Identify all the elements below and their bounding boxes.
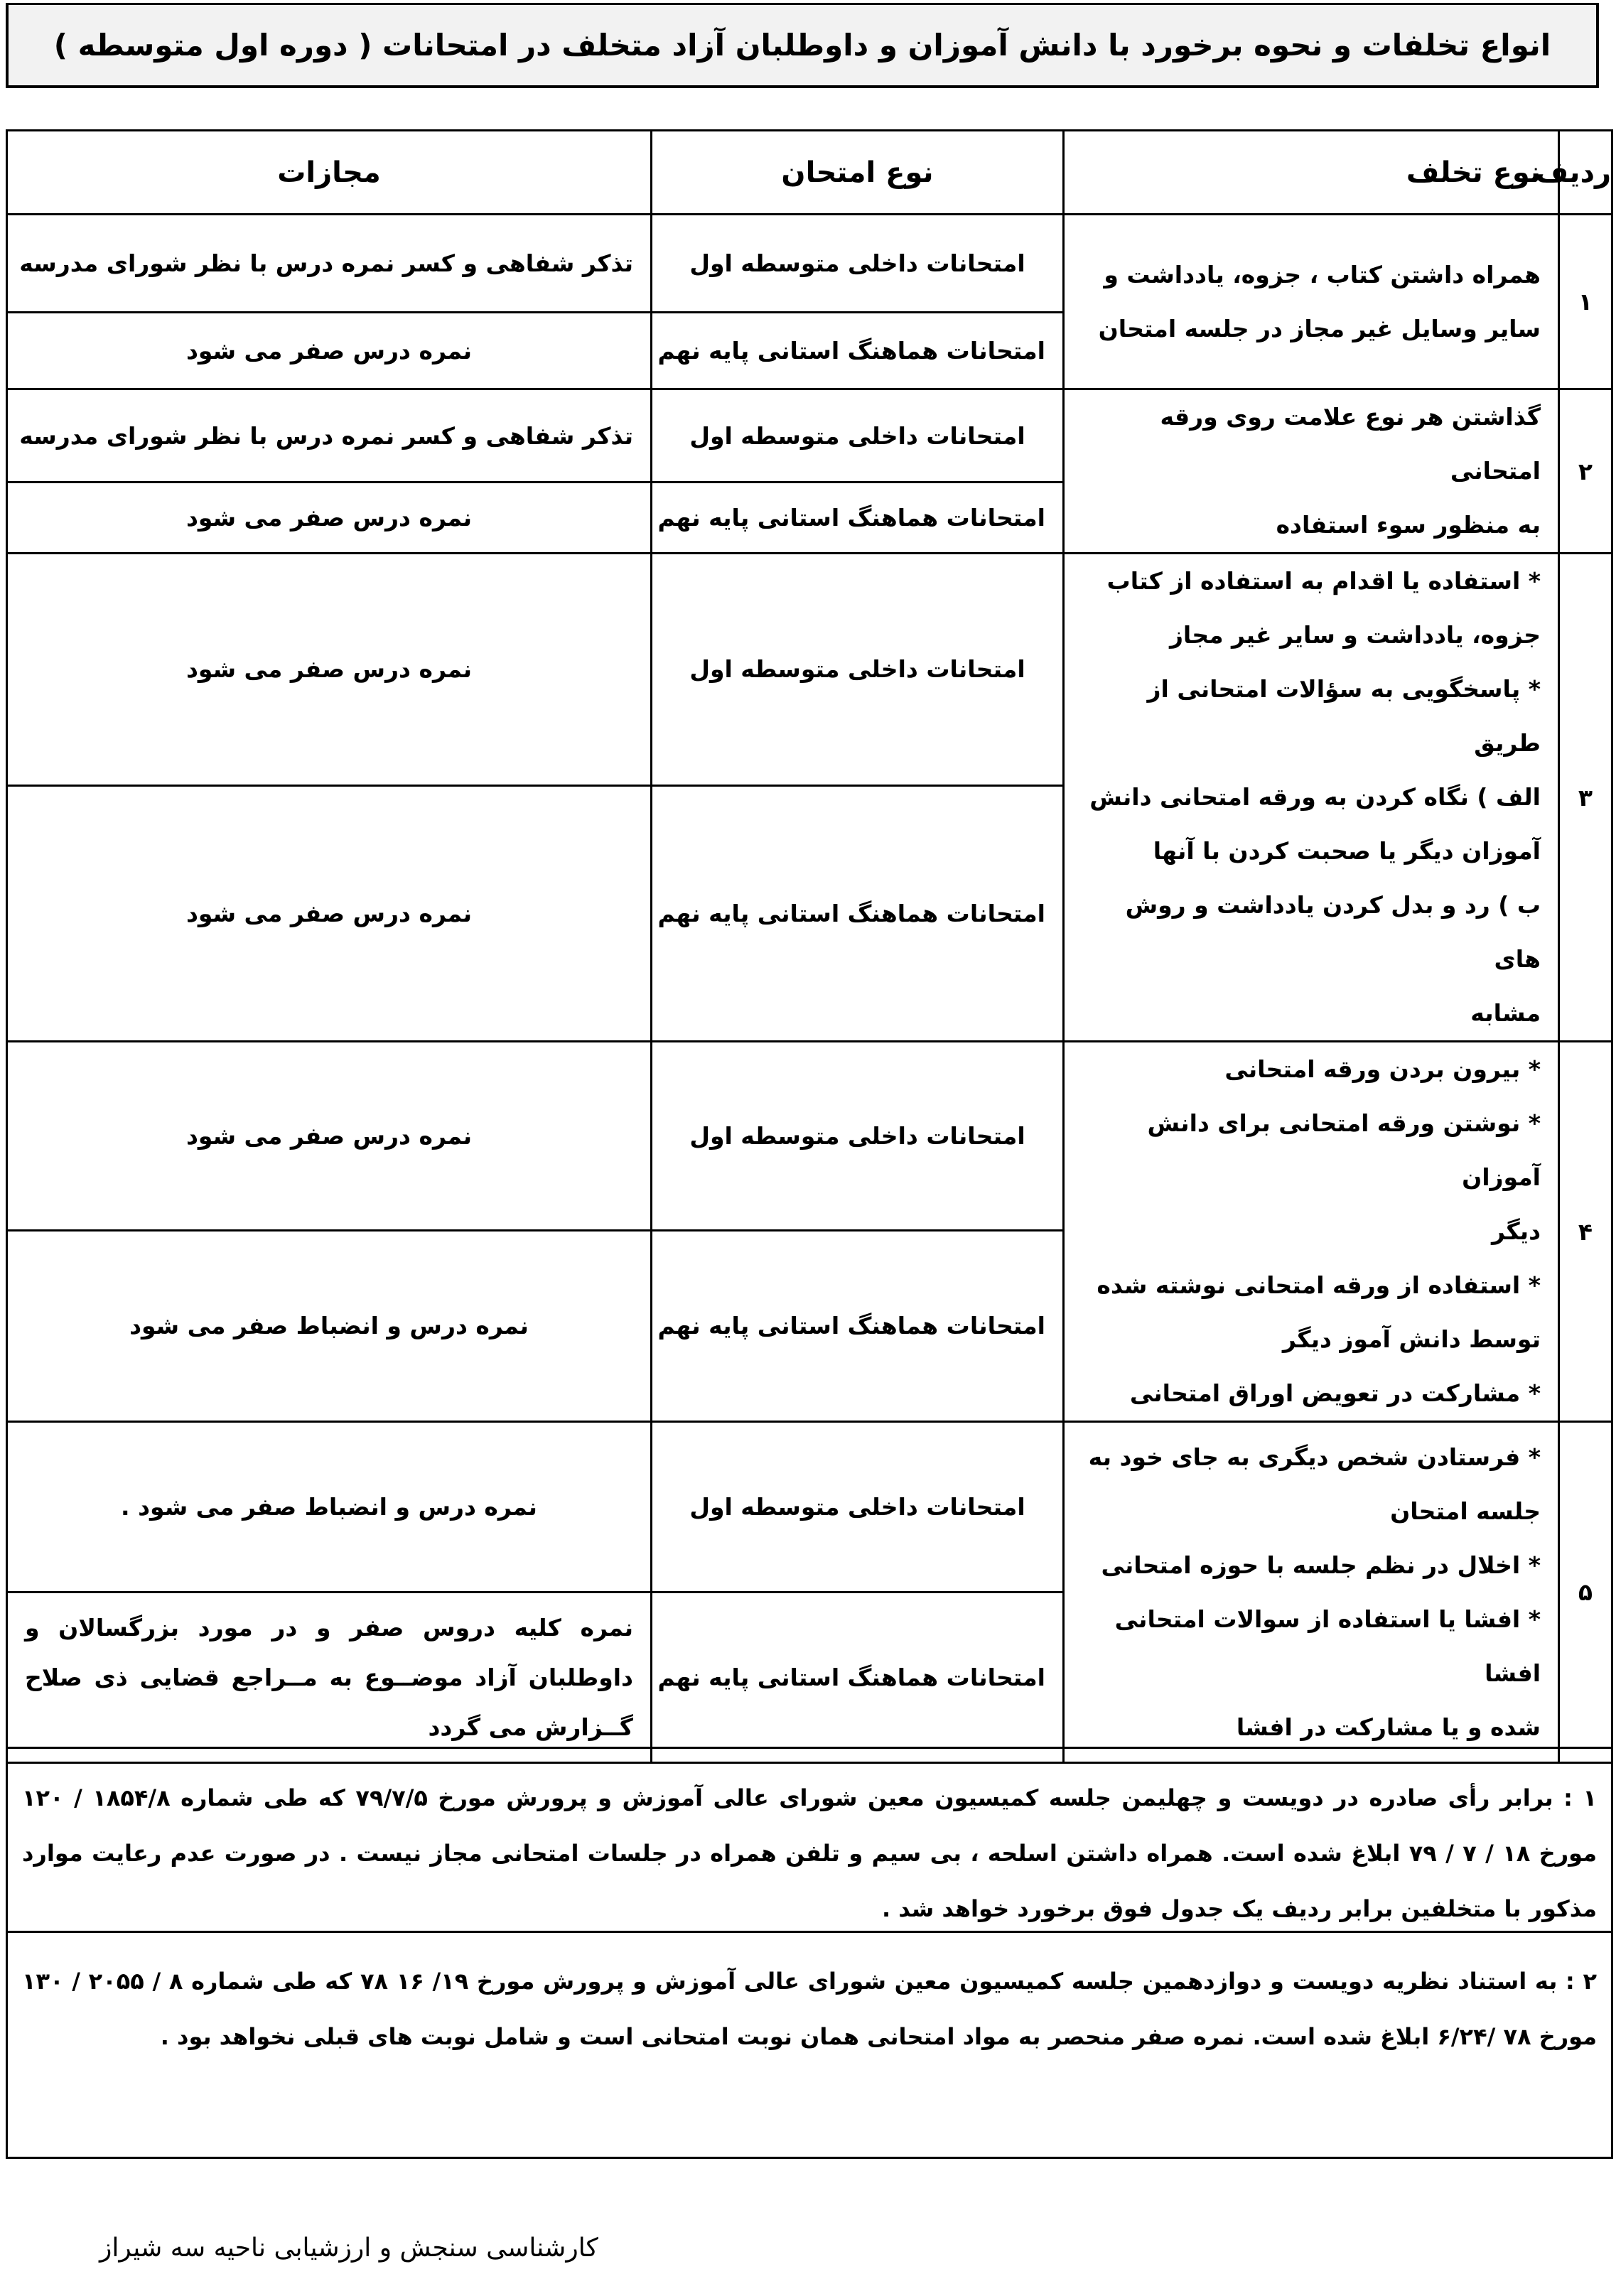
header-penalty: مجازات [7, 131, 652, 215]
page-title: انواع تخلفات و نحوه برخورد با دانش آموزان و داوطلبان آزاد متخلف در امتحانات ( دوره اول متوسطه ) [53, 28, 1551, 63]
violation-line: جزوه، یادداشت و سایر غیر مجاز [1169, 621, 1541, 649]
violation-line: آموزان دیگر یا صحبت کردن با آنها [1153, 837, 1541, 865]
violations-table [6, 129, 1613, 1764]
header-row-number: ردیف [1559, 131, 1612, 215]
violation-line: * فرستادن شخص دیگری به جای خود به [1088, 1443, 1541, 1471]
header-violation: نوع تخلف [1064, 131, 1559, 215]
violation-line: همراه داشتن کتاب ، جزوه، یادداشت و [1104, 260, 1541, 289]
row-number: ۲ [1559, 389, 1612, 554]
violation-line: ب ) رد و بدل کردن یادداشت و روش های [1125, 891, 1541, 973]
violation-line: گذاشتن هر نوع علامت روی ورقه امتحانی [1160, 403, 1541, 485]
violation-line: سایر وسایل غیر مجاز در جلسه امتحان [1098, 314, 1541, 343]
row-number: ۳ [1559, 554, 1612, 1042]
violation-line: * بیرون بردن ورقه امتحانی [1224, 1055, 1541, 1083]
penalty-cell: نمره درس صفر می شود [7, 483, 652, 554]
table-row [7, 1042, 1612, 1231]
violation-cell [1064, 389, 1559, 554]
violation-line: توسط دانش آموز دیگر [1282, 1325, 1541, 1353]
title-box [6, 3, 1599, 88]
violation-line: * افشا یا استفاده از سوالات امتحانی افشا [1114, 1605, 1541, 1687]
exam-type-cell: امتحانات هماهنگ استانی پایه نهم [652, 483, 1064, 554]
violation-line: دیگر [1491, 1217, 1541, 1245]
penalty-cell: نمره درس صفر می شود [7, 1042, 652, 1231]
exam-type-cell: امتحانات داخلی متوسطه اول [652, 1422, 1064, 1592]
violation-line: به منظور سوء استفاده [1276, 511, 1541, 539]
row-number: ۱ [1559, 215, 1612, 389]
penalty-cell: نمره کلیه دروس صفر و در مورد بزرگسالان و داوطلبان آزاد موضــوع به مــراجع قضایی ذی صلاح گــزارش می گردد [7, 1592, 652, 1763]
notes-box [6, 1747, 1613, 2159]
table-row [7, 215, 1612, 313]
violation-line: جلسه امتحان [1390, 1497, 1541, 1525]
penalty-cell: تذکر شفاهی و کسر نمره درس با نظر شورای مدرسه [7, 215, 652, 313]
table-row [7, 389, 1612, 483]
table-header-row [7, 131, 1612, 215]
exam-type-cell: امتحانات هماهنگ استانی پایه نهم [652, 785, 1064, 1041]
violation-line: * استفاده از ورقه امتحانی نوشته شده [1097, 1271, 1541, 1299]
note-2: ۲ : به استناد نظریه دویست و دوازدهمین جلسه کمیسیون معین شورای عالی آموزش و پرورش مورخ ۱۹/ ۱۶ ۷۸ که طی شماره ۸ / ۲۰۵۵ / ۱۳۰ مورخ ۷۸ /۶/۲۴ ابلاغ شده است. نمره صفر منحصر به مواد امتحانی همان نوبت امتحانی است و شامل نوبت های قبلی نخواهد بود . [22, 1968, 1598, 2050]
notes-divider [8, 1931, 1611, 1933]
exam-type-cell: امتحانات هماهنگ استانی پایه نهم [652, 313, 1064, 389]
table-row [7, 554, 1612, 786]
exam-type-cell: امتحانات هماهنگ استانی پایه نهم [652, 1592, 1064, 1763]
penalty-cell: نمره درس صفر می شود [7, 313, 652, 389]
table-row [7, 1422, 1612, 1592]
violation-cell [1064, 1042, 1559, 1422]
violation-line: * پاسخگویی به سؤالات امتحانی از طریق [1147, 675, 1541, 757]
row-number: ۴ [1559, 1042, 1612, 1422]
exam-type-cell: امتحانات داخلی متوسطه اول [652, 1042, 1064, 1231]
violation-line: * استفاده یا اقدام به استفاده از کتاب [1106, 567, 1541, 595]
violation-line: * مشارکت در تعویض اوراق امتحانی [1129, 1379, 1541, 1407]
penalty-cell: نمره درس صفر می شود [7, 554, 652, 786]
violation-line: الف ) نگاه کردن به ورقه امتحانی دانش [1089, 783, 1541, 811]
violation-cell [1064, 215, 1559, 389]
violation-line: مشابه [1470, 999, 1541, 1027]
penalty-cell: نمره درس صفر می شود [7, 785, 652, 1041]
violation-line: * اخلال در نظم جلسه با حوزه امتحانی [1101, 1551, 1541, 1579]
penalty-cell: نمره درس و انضباط صفر می شود [7, 1230, 652, 1421]
violation-line: * نوشتن ورقه امتحانی برای دانش آموزان [1147, 1109, 1541, 1191]
penalty-cell: تذکر شفاهی و کسر نمره درس با نظر شورای مدرسه [7, 389, 652, 483]
exam-type-cell: امتحانات داخلی متوسطه اول [652, 215, 1064, 313]
violation-cell [1064, 1422, 1559, 1763]
header-exam-type: نوع امتحان [652, 131, 1064, 215]
exam-type-cell: امتحانات هماهنگ استانی پایه نهم [652, 1230, 1064, 1421]
penalty-cell: نمره درس و انضباط صفر می شود . [7, 1422, 652, 1592]
note-1: ۱ : برابر رأی صادره در دویست و چهلیمن جلسه کمیسیون معین شورای عالی آموزش و پرورش مورخ ۷۹/۷/۵ که طی شماره ۱۸۵۴/۸ / ۱۲۰ مورخ ۱۸ / ۷ / ۷۹ ابلاغ شده است. همراه داشتن اسلحه ، بی سیم و تلفن همراه در جلسات امتحانی مجاز نیست . در صورت عدم رعایت موارد مذکور با متخلفین برابر ردیف یک جدول فوق برخورد خواهد شد . [22, 1784, 1598, 1922]
violation-line: شده و یا مشارکت در افشا [1236, 1713, 1541, 1741]
exam-type-cell: امتحانات داخلی متوسطه اول [652, 389, 1064, 483]
row-number: ۵ [1559, 1422, 1612, 1763]
exam-type-cell: امتحانات داخلی متوسطه اول [652, 554, 1064, 786]
violation-cell [1064, 554, 1559, 1042]
footer-signature: کارشناسی سنجش و ارزشیابی ناحیه سه شیراز [99, 2233, 598, 2263]
